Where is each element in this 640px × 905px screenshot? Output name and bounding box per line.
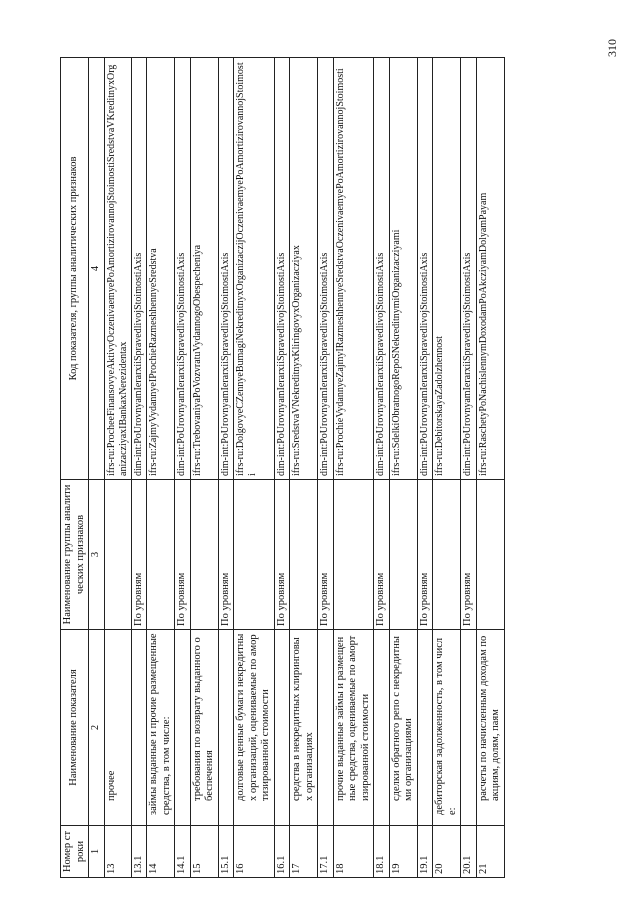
row-number-cell: 13 <box>104 826 131 878</box>
analytic-group-cell: По уровням <box>461 480 477 630</box>
row-number-cell: 20 <box>433 826 461 878</box>
indicator-name-cell <box>274 630 290 826</box>
row-number-cell: 19.1 <box>417 826 433 878</box>
indicator-code-cell: dim-int:PoUrovnyamIerarxiiSpravedlivojStoimostiAxis <box>131 58 147 480</box>
indicator-name-cell: сделки обратного репо с некредитными организациями <box>389 630 417 826</box>
indicator-code-cell: ifrs-ru:DolgovyeCZennyeBumagiNekreditnyxOrganizaczijOczenivaemyePoAmortizirovannojStoimosti <box>234 58 275 480</box>
row-number-cell: 17.1 <box>318 826 334 878</box>
table-row <box>290 58 318 878</box>
row-number-cell: 13.1 <box>131 826 147 878</box>
col-number: 2 <box>89 630 105 826</box>
indicator-code-cell: dim-int:PoUrovnyamIerarxiiSpravedlivojStoimostiAxis <box>461 58 477 480</box>
analytic-group-cell: По уровням <box>218 480 234 630</box>
table-row <box>318 58 334 878</box>
analytic-group-cell <box>433 480 461 630</box>
indicator-code-cell: ifrs-ru:ProchieVydannyeZajmyIRazmeshhennyeSredstvaOczenivaemyePoAmortizirovannojStoimosti <box>333 58 374 480</box>
indicator-code-cell: ifrs-ru:ProcheeFinansovyeAktivyOczenivaemyePoAmortizirovannojStoimostiSredstvaVKreditnyxOrganizacziyaxIBankaxNerezidentax <box>104 58 131 480</box>
indicator-name-cell <box>175 630 191 826</box>
table-row <box>131 58 147 878</box>
col-number: 1 <box>89 826 105 878</box>
row-number-cell: 14.1 <box>175 826 191 878</box>
indicator-code-cell: ifrs-ru:TrebovaniyaPoVozvratuVydannogoObespecheniya <box>190 58 218 480</box>
table-row <box>476 58 504 878</box>
row-number-cell: 18 <box>333 826 374 878</box>
analytic-group-cell: По уровням <box>374 480 390 630</box>
analytic-group-cell <box>147 480 175 630</box>
analytic-group-cell: По уровням <box>417 480 433 630</box>
table-row <box>417 58 433 878</box>
indicator-name-cell <box>417 630 433 826</box>
row-number-cell: 18.1 <box>374 826 390 878</box>
analytic-group-cell: По уровням <box>175 480 191 630</box>
indicator-name-cell: долговые ценные бумаги некредитных организаций, оцениваемые по амортизированной стоимости <box>234 630 275 826</box>
indicator-code-cell: dim-int:PoUrovnyamIerarxiiSpravedlivojStoimostiAxis <box>318 58 334 480</box>
indicator-name-cell: займы выданные и прочие размещенные средства, в том числе: <box>147 630 175 826</box>
indicator-code-cell: ifrs-ru:ZajmyVydannyeIProchieRazmeshhennyeSredstva <box>147 58 175 480</box>
table-row <box>374 58 390 878</box>
row-number-cell: 14 <box>147 826 175 878</box>
row-number-cell: 15 <box>190 826 218 878</box>
analytic-group-cell: По уровням <box>318 480 334 630</box>
indicator-name-cell: дебиторская задолженность, в том числе: <box>433 630 461 826</box>
header-group: Наименование группы аналитических признаков <box>61 480 89 630</box>
table-row <box>461 58 477 878</box>
row-number-cell: 16 <box>234 826 275 878</box>
indicator-name-cell: прочие выданные займы и размещенные средства, оцениваемые по амортизированной стоимости <box>333 630 374 826</box>
document-table-rotated <box>60 58 580 878</box>
analytic-group-cell: По уровням <box>131 480 147 630</box>
row-number-cell: 20.1 <box>461 826 477 878</box>
indicators-table <box>60 57 505 878</box>
row-number-cell: 17 <box>290 826 318 878</box>
row-number-cell: 15.1 <box>218 826 234 878</box>
analytic-group-cell <box>190 480 218 630</box>
table-row <box>175 58 191 878</box>
indicator-code-cell: dim-int:PoUrovnyamIerarxiiSpravedlivojStoimostiAxis <box>175 58 191 480</box>
table-row <box>389 58 417 878</box>
indicator-code-cell: ifrs-ru:DebitorskayaZadolzhennost <box>433 58 461 480</box>
indicator-name-cell <box>461 630 477 826</box>
table-row <box>333 58 374 878</box>
indicator-name-cell <box>374 630 390 826</box>
table-row <box>433 58 461 878</box>
indicator-code-cell: ifrs-ru:SdelkiObratnogoRepoSNekreditnymiOrganizacziyami <box>389 58 417 480</box>
analytic-group-cell: По уровням <box>274 480 290 630</box>
table-row <box>274 58 290 878</box>
analytic-group-cell <box>290 480 318 630</box>
col-number: 3 <box>89 480 105 630</box>
row-number-cell: 21 <box>476 826 504 878</box>
header-code: Код показателя, группы аналитических признаков <box>61 58 89 480</box>
row-number-cell: 19 <box>389 826 417 878</box>
analytic-group-cell <box>333 480 374 630</box>
analytic-group-cell <box>476 480 504 630</box>
col-number: 4 <box>89 58 105 480</box>
row-number-cell: 16.1 <box>274 826 290 878</box>
header-row <box>61 58 89 878</box>
indicator-code-cell: dim-int:PoUrovnyamIerarxiiSpravedlivojStoimostiAxis <box>218 58 234 480</box>
header-name: Наименование показателя <box>61 630 89 826</box>
indicator-name-cell <box>218 630 234 826</box>
header-num: Номер строки <box>61 826 89 878</box>
table-body <box>104 58 504 878</box>
analytic-group-cell <box>389 480 417 630</box>
page-number: 310 <box>605 39 619 57</box>
table-row <box>190 58 218 878</box>
indicator-code-cell: dim-int:PoUrovnyamIerarxiiSpravedlivojStoimostiAxis <box>417 58 433 480</box>
column-numbers-row <box>89 58 105 878</box>
analytic-group-cell <box>234 480 275 630</box>
table-row <box>218 58 234 878</box>
indicator-code-cell: dim-int:PoUrovnyamIerarxiiSpravedlivojStoimostiAxis <box>274 58 290 480</box>
table-row <box>104 58 131 878</box>
table-row <box>234 58 275 878</box>
indicator-name-cell: расчеты по начисленным доходам по акциям, долям, паям <box>476 630 504 826</box>
indicator-name-cell: прочее <box>104 630 131 826</box>
indicator-code-cell: ifrs-ru:SredstvaVNekreditnyxKliringovyxOrganizacziyax <box>290 58 318 480</box>
indicator-code-cell: ifrs-ru:RaschetyPoNachislennymDoxodamPoAkcziyamDolyamPayam <box>476 58 504 480</box>
analytic-group-cell <box>104 480 131 630</box>
table-row <box>147 58 175 878</box>
indicator-code-cell: dim-int:PoUrovnyamIerarxiiSpravedlivojStoimostiAxis <box>374 58 390 480</box>
indicator-name-cell <box>318 630 334 826</box>
indicator-name-cell <box>131 630 147 826</box>
indicator-name-cell: средства в некредитных клиринговых организациях <box>290 630 318 826</box>
indicator-name-cell: требования по возврату выданного обеспечения <box>190 630 218 826</box>
